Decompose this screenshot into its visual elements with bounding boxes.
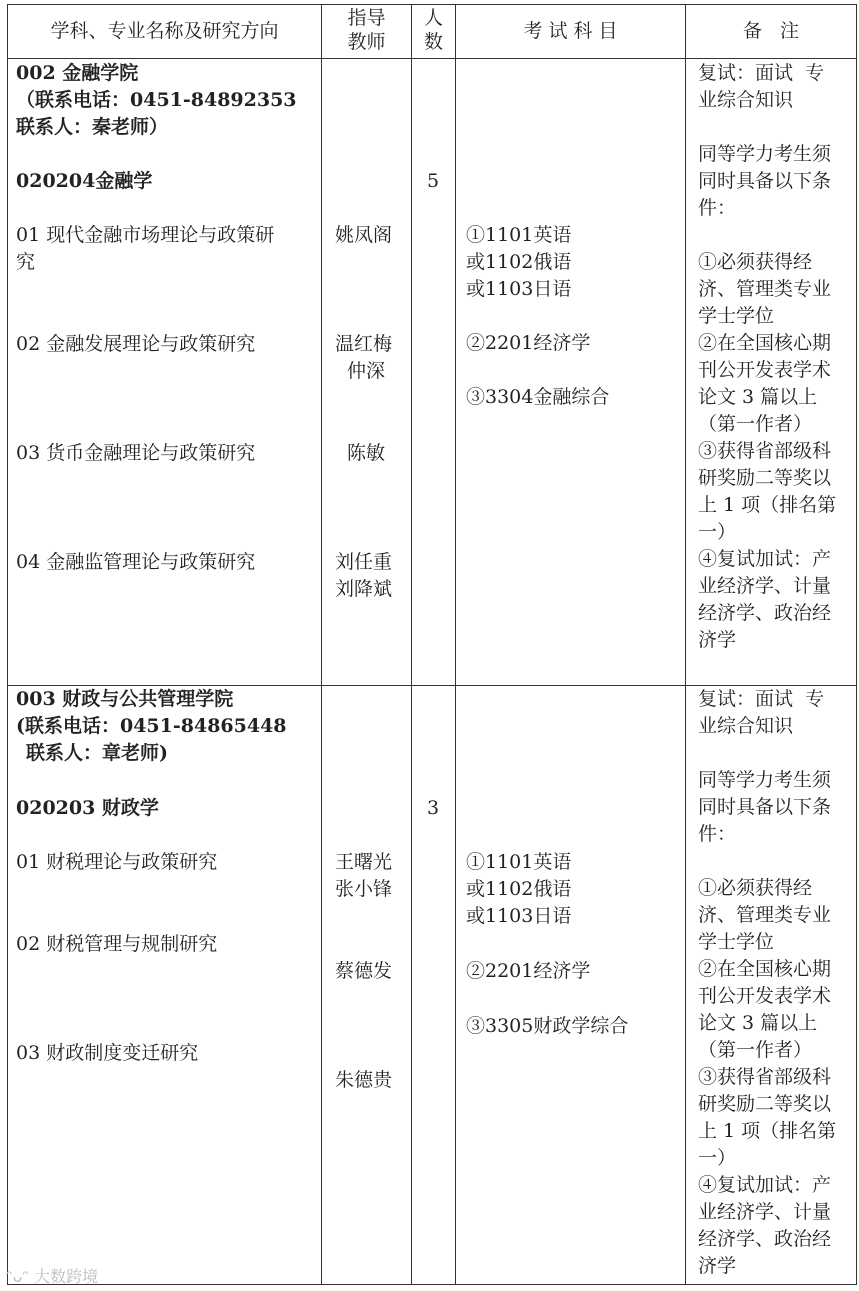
note-line: 上 1 项（排名第 xyxy=(698,494,837,516)
note-line: 同时具备以下条 xyxy=(698,170,832,192)
col-line-1 xyxy=(321,4,322,1285)
teacher-name: 仲深 xyxy=(347,360,386,382)
exam-subject: 或1103日语 xyxy=(466,905,572,927)
note-line: 一） xyxy=(698,521,737,543)
note-line: 研奖励二等奖以 xyxy=(698,1093,832,1115)
direction-item: 01 财税理论与政策研究 xyxy=(16,851,218,873)
table-border-bottom xyxy=(7,1284,857,1285)
note-line: ④复试加试：产 xyxy=(698,548,832,570)
teacher-name: 刘降斌 xyxy=(335,578,393,600)
direction-item: 04 金融监管理论与政策研究 xyxy=(16,551,256,573)
note-line: 刊公开发表学术 xyxy=(698,359,832,381)
header-col-notes: 备 注 xyxy=(742,20,800,42)
note-line: 复试：面试 专 xyxy=(698,62,825,84)
header-divider xyxy=(7,58,857,59)
note-line: 业经济学、计量 xyxy=(698,1201,832,1223)
exam-subject: 或1103日语 xyxy=(466,278,572,300)
note-line: 经济学、政治经 xyxy=(698,602,832,624)
enrollment-count: 5 xyxy=(427,170,440,192)
exam-subject: ③3304金融综合 xyxy=(466,386,610,408)
note-line: （第一作者） xyxy=(698,1039,813,1061)
note-line: 上 1 项（排名第 xyxy=(698,1120,837,1142)
note-line: 论文 3 篇以上 xyxy=(698,386,818,408)
direction-item: 02 财税管理与规制研究 xyxy=(16,933,218,955)
note-line: 济、管理类专业 xyxy=(698,904,832,926)
note-line: 同等学力考生须 xyxy=(698,769,832,791)
header-col-count xyxy=(412,6,455,54)
note-line: 济学 xyxy=(698,1255,737,1277)
note-line: 一） xyxy=(698,1147,737,1169)
note-line: 济学 xyxy=(698,629,737,651)
teacher-name: 蔡德发 xyxy=(335,960,393,982)
watermark xyxy=(6,1264,98,1287)
note-line: ②在全国核心期 xyxy=(698,332,832,354)
exam-subject: 或1102俄语 xyxy=(466,251,572,273)
note-line: 件： xyxy=(698,197,737,219)
note-line: 经济学、政治经 xyxy=(698,1228,832,1250)
note-line: 件： xyxy=(698,823,737,845)
exam-subject: ②2201经济学 xyxy=(466,332,591,354)
exam-subject: ①1101英语 xyxy=(466,224,572,246)
exam-subject: 或1102俄语 xyxy=(466,878,572,900)
note-line: 复试：面试 专 xyxy=(698,688,825,710)
enrollment-count: 3 xyxy=(427,797,440,819)
header-col-teacher xyxy=(322,6,411,54)
teacher-name: 姚凤阁 xyxy=(335,224,393,246)
teacher-name: 温红梅 xyxy=(335,333,393,355)
col-line-4 xyxy=(685,4,686,1285)
school-phone: （联系电话：0451-84892353 xyxy=(16,89,297,111)
note-line: 济、管理类专业 xyxy=(698,278,832,300)
teacher-name: 王曙光 xyxy=(335,851,393,873)
header-col-exam: 考 试 科 目 xyxy=(523,20,618,42)
note-line: ③获得省部级科 xyxy=(698,1066,832,1088)
header-col-teacher-line1: 指导 xyxy=(347,7,386,29)
direction-item-cont: 究 xyxy=(16,251,36,273)
note-line: 业经济学、计量 xyxy=(698,575,832,597)
note-line: 同时具备以下条 xyxy=(698,796,832,818)
header-col-direction: 学科、专业名称及研究方向 xyxy=(50,20,279,42)
note-line: 研奖励二等奖以 xyxy=(698,467,832,489)
note-line: 业综合知识 xyxy=(698,715,794,737)
direction-item: 03 财政制度变迁研究 xyxy=(16,1042,199,1064)
header-col-count-line1: 人 xyxy=(423,7,443,29)
exam-subject: ①1101英语 xyxy=(466,851,572,873)
teacher-name: 陈敏 xyxy=(347,442,386,464)
school-phone: (联系电话：0451-84865448 xyxy=(16,715,287,737)
note-line: ①必须获得经 xyxy=(698,877,813,899)
major-name: 020204金融学 xyxy=(16,170,153,192)
note-line: ②在全国核心期 xyxy=(698,958,832,980)
school-name: 002 金融学院 xyxy=(16,62,139,84)
major-name: 020203 财政学 xyxy=(16,797,159,819)
direction-item: 03 货币金融理论与政策研究 xyxy=(16,442,256,464)
note-line: ③获得省部级科 xyxy=(698,440,832,462)
note-line: 同等学力考生须 xyxy=(698,143,832,165)
school-contact: 联系人：秦老师） xyxy=(16,116,169,138)
col-line-2 xyxy=(411,4,412,1285)
header-col-count-line2: 数 xyxy=(423,31,443,53)
watermark-logo-icon: ᵔᴗᵔ xyxy=(6,1267,30,1286)
col-line-5 xyxy=(856,4,857,1285)
note-line: 学士学位 xyxy=(698,931,775,953)
header-col-teacher-line2: 教师 xyxy=(347,31,386,53)
school-name: 003 财政与公共管理学院 xyxy=(16,688,234,710)
watermark-text: 大数跨境 xyxy=(34,1267,99,1286)
teacher-name: 朱德贵 xyxy=(335,1069,393,1091)
teacher-name: 刘任重 xyxy=(335,551,393,573)
note-line: 业综合知识 xyxy=(698,89,794,111)
note-line: 论文 3 篇以上 xyxy=(698,1012,818,1034)
direction-item: 02 金融发展理论与政策研究 xyxy=(16,333,256,355)
note-line: 学士学位 xyxy=(698,305,775,327)
exam-subject: ③3305财政学综合 xyxy=(466,1015,629,1037)
note-line: ①必须获得经 xyxy=(698,251,813,273)
teacher-name: 张小锋 xyxy=(335,878,393,900)
exam-subject: ②2201经济学 xyxy=(466,960,591,982)
note-line: ④复试加试：产 xyxy=(698,1174,832,1196)
note-line: （第一作者） xyxy=(698,413,813,435)
col-line-0 xyxy=(7,4,8,1285)
school-contact: 联系人：章老师) xyxy=(26,742,168,764)
col-line-3 xyxy=(455,4,456,1285)
direction-item: 01 现代金融市场理论与政策研 xyxy=(16,224,275,246)
note-line: 刊公开发表学术 xyxy=(698,985,832,1007)
table-border-top xyxy=(7,4,857,5)
